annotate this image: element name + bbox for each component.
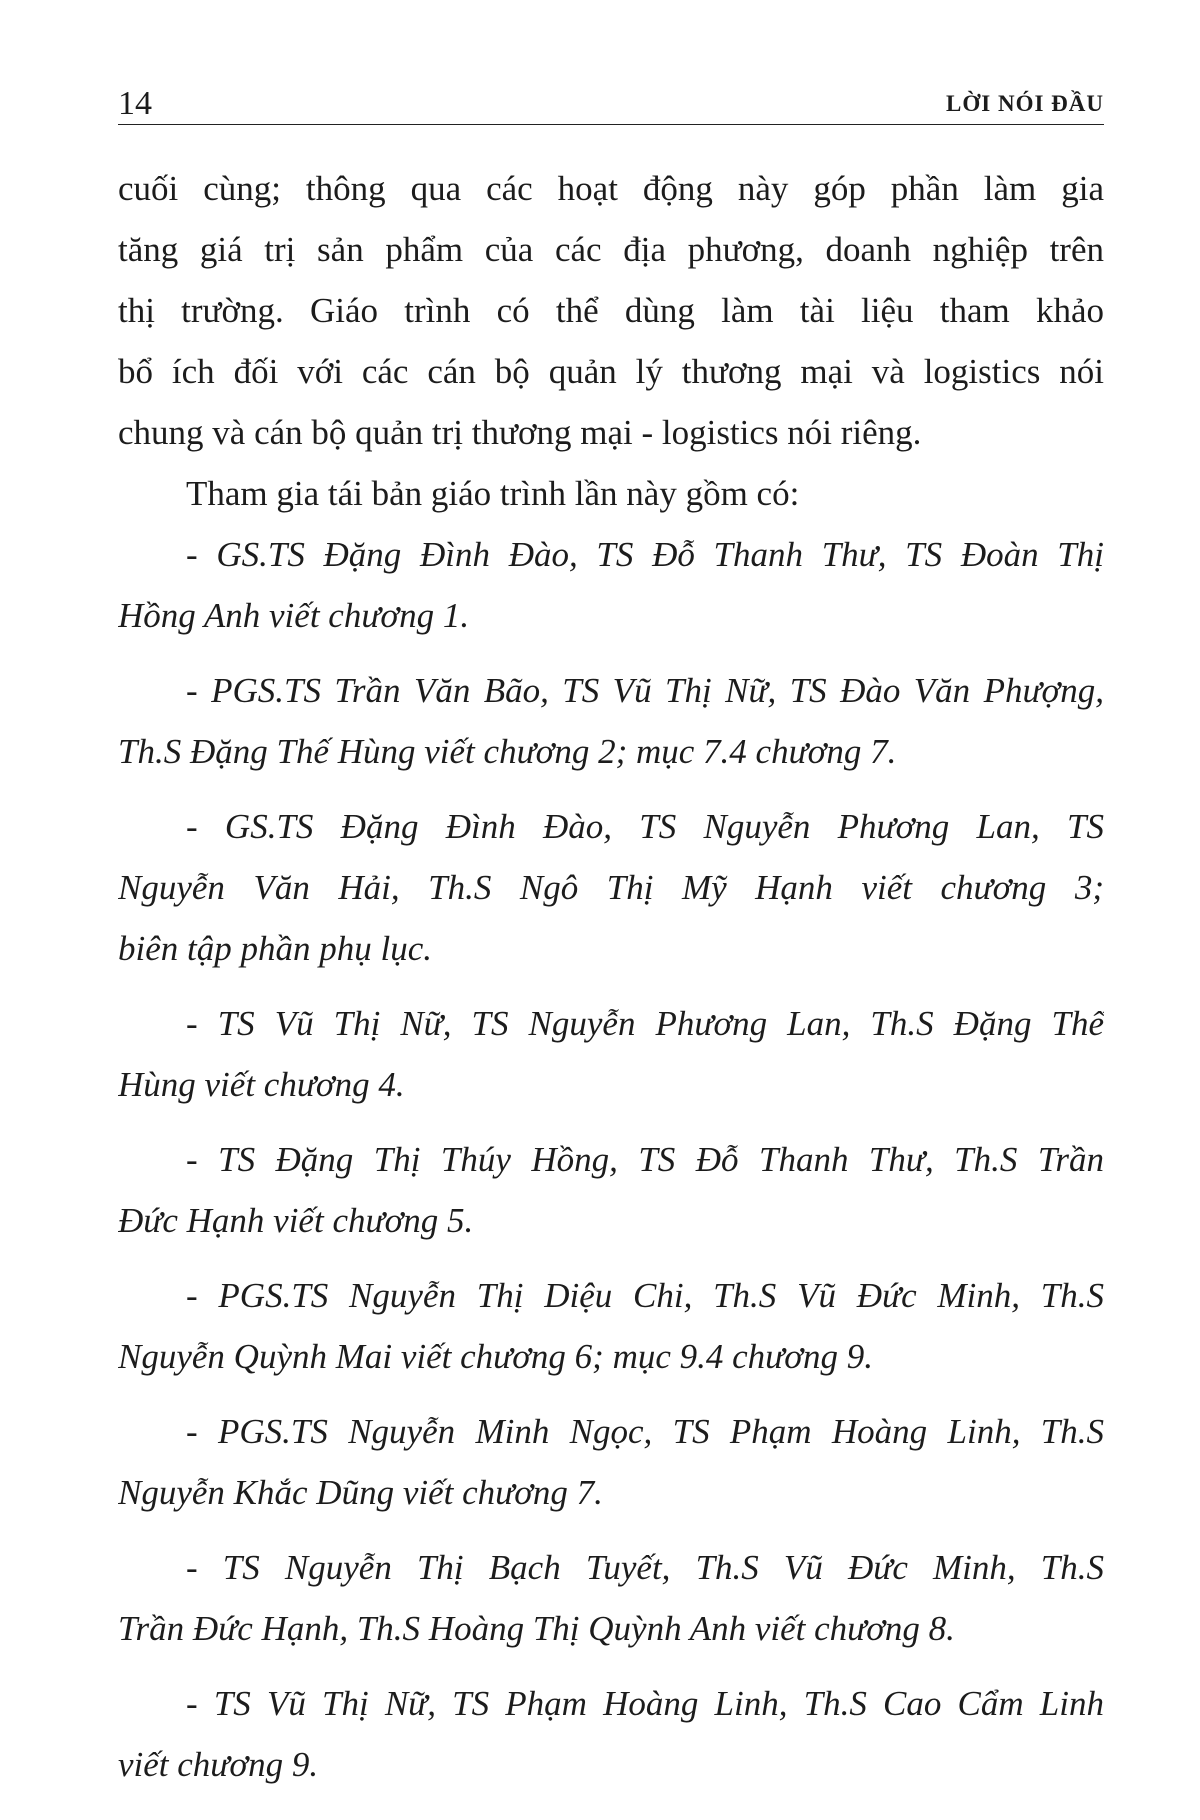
author-line: - GS.TS Đặng Đình Đào, TS Đỗ Thanh Thư, TS Đoàn Thị [186, 535, 1104, 574]
intro-paragraph [118, 158, 1104, 524]
author-line: - TS Nguyễn Thị Bạch Tuyết, Th.S Vũ Đức Minh, Th.S [186, 1548, 1104, 1587]
author-line: Nguyễn Văn Hải, Th.S Ngô Thị Mỹ Hạnh viết chương 3; [118, 868, 1104, 907]
paragraph-line: thị trường. Giáo trình có thể dùng làm tài liệu tham khảo [118, 291, 1104, 330]
author-entry [118, 660, 1104, 782]
author-entry [118, 524, 1104, 646]
author-line: Đức Hạnh viết chương 5. [118, 1201, 474, 1240]
author-entry [118, 1265, 1104, 1387]
page-header [118, 84, 1104, 124]
author-entry [118, 1537, 1104, 1659]
paragraph-line: bổ ích đối với các cán bộ quản lý thương mại và logistics nói [118, 352, 1104, 391]
paragraph-line: tăng giá trị sản phẩm của các địa phương, doanh nghiệp trên [118, 230, 1104, 269]
author-line: - TS Vũ Thị Nữ, TS Phạm Hoàng Linh, Th.S Cao Cẩm Linh [186, 1684, 1104, 1723]
running-head: LỜI NÓI ĐẦU [946, 91, 1104, 116]
author-entry [118, 1673, 1104, 1795]
author-line: - PGS.TS Nguyễn Thị Diệu Chi, Th.S Vũ Đức Minh, Th.S [186, 1276, 1104, 1315]
author-line: - PGS.TS Nguyễn Minh Ngọc, TS Phạm Hoàng Linh, Th.S [186, 1412, 1104, 1451]
author-entry [118, 1401, 1104, 1523]
author-entry [118, 1129, 1104, 1251]
author-entry [118, 993, 1104, 1115]
author-line: biên tập phần phụ lục. [118, 929, 432, 968]
page-number: 14 [118, 85, 152, 122]
author-list [118, 524, 1104, 1795]
header-rule [118, 124, 1104, 125]
author-line: Nguyễn Khắc Dũng viết chương 7. [118, 1473, 603, 1512]
paragraph-line: chung và cán bộ quản trị thương mại - logistics nói riêng. [118, 413, 922, 452]
author-line: Hồng Anh viết chương 1. [118, 596, 470, 635]
author-line: Hùng viết chương 4. [118, 1065, 405, 1104]
participants-intro: Tham gia tái bản giáo trình lần này gồm có: [186, 474, 800, 513]
author-line: Nguyễn Quỳnh Mai viết chương 6; mục 9.4 chương 9. [118, 1337, 873, 1376]
author-line: Th.S Đặng Thế Hùng viết chương 2; mục 7.4 chương 7. [118, 732, 897, 771]
author-line: viết chương 9. [118, 1745, 319, 1784]
author-line: - TS Vũ Thị Nữ, TS Nguyễn Phương Lan, Th.S Đặng Thế [186, 1004, 1104, 1043]
author-entry [118, 796, 1104, 979]
author-line: - TS Đặng Thị Thúy Hồng, TS Đỗ Thanh Thư, Th.S Trần [186, 1140, 1104, 1179]
author-line: Trần Đức Hạnh, Th.S Hoàng Thị Quỳnh Anh viết chương 8. [118, 1609, 955, 1648]
paragraph-line: cuối cùng; thông qua các hoạt động này góp phần làm gia [118, 169, 1104, 208]
author-line: - GS.TS Đặng Đình Đào, TS Nguyễn Phương Lan, TS [186, 807, 1104, 846]
author-line: - PGS.TS Trần Văn Bão, TS Vũ Thị Nữ, TS Đào Văn Phượng, [186, 671, 1104, 710]
